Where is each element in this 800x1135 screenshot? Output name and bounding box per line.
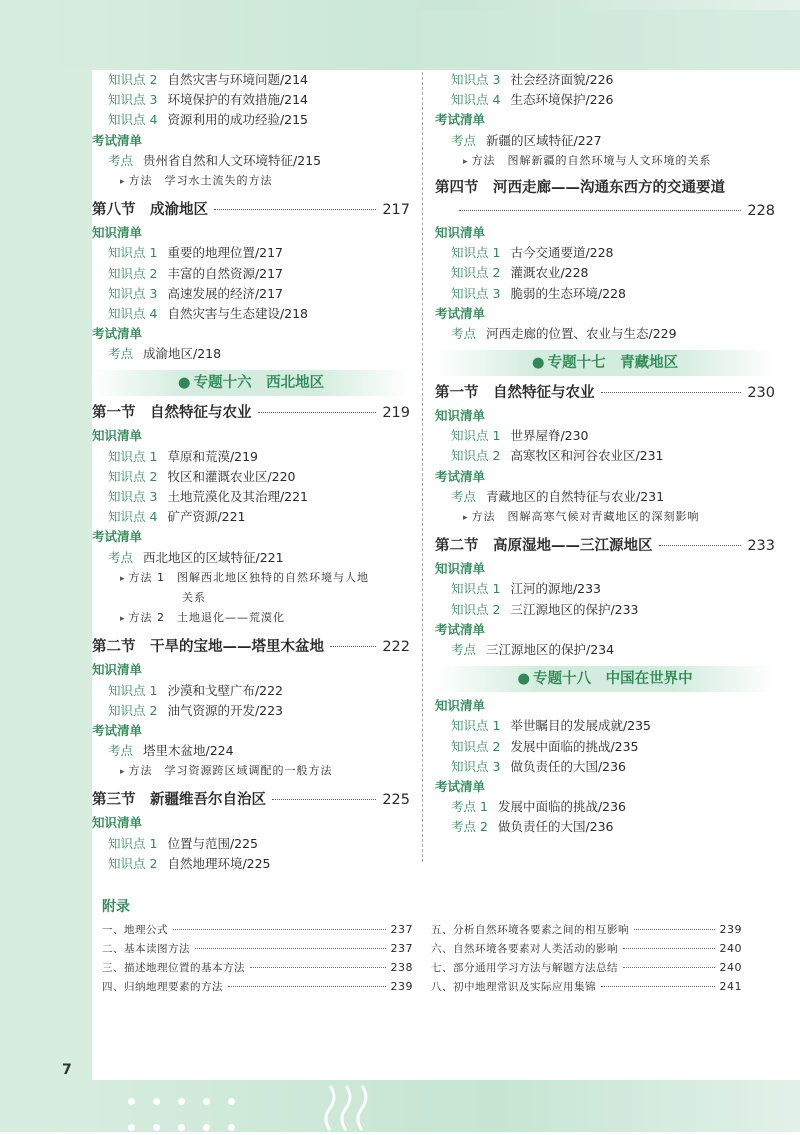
bullet-icon: ● bbox=[517, 671, 531, 688]
method-entry[interactable]: ▸ 方法 2 土地退化——荒漠化 bbox=[120, 611, 286, 625]
knowledge-list-heading: 知识清单 bbox=[92, 815, 143, 831]
footer-wave-decoration bbox=[320, 1084, 380, 1132]
arrow-icon: ▸ bbox=[120, 767, 126, 778]
toc-entry[interactable]: 考点 西北地区的区域特征/221 bbox=[108, 549, 284, 565]
toc-left-column bbox=[92, 70, 410, 874]
footer-dots-row-2 bbox=[128, 1116, 253, 1135]
knowledge-list-heading: 知识清单 bbox=[92, 662, 143, 678]
toc-entry[interactable]: 知识点 4 自然灾害与生态建设/218 bbox=[108, 305, 309, 321]
exam-list-heading: 考试清单 bbox=[435, 621, 486, 637]
exam-list-heading: 考试清单 bbox=[92, 132, 143, 148]
topic-banner[interactable]: ● 专题十七 青藏地区 bbox=[435, 350, 775, 376]
toc-entry[interactable]: 知识点 1 重要的地理位置/217 bbox=[108, 245, 284, 261]
toc-entry[interactable]: 知识点 4 生态环境保护/226 bbox=[451, 92, 614, 108]
method-entry-continued: 关系 bbox=[182, 590, 206, 604]
bullet-icon: ● bbox=[531, 355, 545, 372]
toc-entry[interactable]: 知识点 3 高速发展的经济/217 bbox=[108, 285, 284, 301]
toc-entry[interactable]: 知识点 4 矿产资源/221 bbox=[108, 509, 246, 525]
appendix-entry[interactable]: 七、部分通用学习方法与解题方法总结 240 bbox=[431, 961, 742, 974]
exam-list-heading: 考试清单 bbox=[92, 326, 143, 342]
knowledge-list-heading: 知识清单 bbox=[435, 698, 486, 714]
appendix-entry[interactable]: 八、初中地理常识及实际应用集锦 241 bbox=[431, 980, 742, 993]
arrow-icon: ▸ bbox=[463, 513, 469, 523]
appendix-right-column bbox=[431, 920, 742, 996]
section-heading[interactable]: 第二节 干旱的宝地——塔里木盆地 222 bbox=[92, 639, 410, 656]
toc-right-column bbox=[435, 70, 775, 837]
toc-entry[interactable]: 知识点 2 丰富的自然资源/217 bbox=[108, 265, 284, 281]
toc-entry[interactable]: 知识点 2 高寒牧区和河谷农业区/231 bbox=[451, 448, 664, 464]
exam-list-heading: 考试清单 bbox=[435, 468, 486, 484]
toc-entry[interactable]: 知识点 2 发展中面临的挑战/235 bbox=[451, 738, 639, 754]
toc-entry[interactable]: 知识点 3 社会经济面貌/226 bbox=[451, 72, 614, 87]
page-number: 7 bbox=[62, 1062, 72, 1078]
column-divider bbox=[422, 72, 423, 862]
toc-entry[interactable]: 知识点 2 牧区和灌溉农业区/220 bbox=[108, 468, 296, 484]
toc-entry[interactable]: 知识点 4 资源利用的成功经验/215 bbox=[108, 112, 309, 128]
method-entry[interactable]: ▸ 方法 图解新疆的自然环境与人文环境的关系 bbox=[463, 153, 712, 167]
toc-entry[interactable]: 知识点 3 做负责任的大国/236 bbox=[451, 758, 627, 774]
toc-entry[interactable]: 知识点 3 土地荒漠化及其治理/221 bbox=[108, 489, 309, 504]
toc-entry[interactable]: 考点 塔里木盆地/224 bbox=[108, 743, 234, 759]
section-heading[interactable]: 第四节 河西走廊——沟通东西方的交通要道 bbox=[435, 179, 725, 196]
toc-entry[interactable]: 知识点 1 位置与范围/225 bbox=[108, 835, 259, 851]
bullet-icon: ● bbox=[177, 375, 191, 392]
page-margin-left bbox=[0, 0, 92, 1132]
method-entry[interactable]: ▸ 方法 1 图解西北地区独特的自然环境与人地 bbox=[120, 570, 370, 584]
toc-entry[interactable]: 考点 成渝地区/218 bbox=[108, 346, 222, 362]
topic-banner[interactable]: ● 专题十六 西北地区 bbox=[92, 370, 410, 396]
arrow-icon: ▸ bbox=[120, 614, 126, 625]
appendix-entry[interactable]: 五、分析自然环境各要素之间的相互影响 239 bbox=[431, 923, 742, 936]
appendix-entry[interactable]: 六、自然环境各要素对人类活动的影响 240 bbox=[431, 942, 742, 955]
arrow-icon: ▸ bbox=[463, 156, 469, 167]
toc-entry[interactable]: 考点 2 做负责任的大国/236 bbox=[451, 819, 614, 835]
appendix-entry[interactable]: 四、归纳地理要素的方法 239 bbox=[102, 980, 413, 993]
toc-entry[interactable]: 知识点 1 江河的源地/233 bbox=[451, 581, 602, 597]
toc-entry[interactable]: 知识点 1 举世瞩目的发展成就/235 bbox=[451, 718, 652, 734]
footer-dots-row-1 bbox=[128, 1090, 253, 1109]
appendix bbox=[102, 896, 742, 996]
exam-list-heading: 考试清单 bbox=[92, 722, 143, 738]
toc-entry[interactable]: 知识点 3 环境保护的有效措施/214 bbox=[108, 92, 309, 108]
method-entry[interactable]: ▸ 方法 学习资源跨区域调配的一般方法 bbox=[120, 764, 333, 778]
toc-entry[interactable]: 知识点 1 草原和荒漠/219 bbox=[108, 448, 259, 464]
exam-list-heading: 考试清单 bbox=[92, 529, 143, 545]
knowledge-list-heading: 知识清单 bbox=[92, 428, 143, 444]
toc-entry[interactable]: 考点 贵州省自然和人文环境特征/215 bbox=[108, 152, 322, 168]
toc-entry[interactable]: 知识点 2 三江源地区的保护/233 bbox=[451, 601, 639, 617]
appendix-entry[interactable]: 三、描述地理位置的基本方法 238 bbox=[102, 961, 413, 974]
appendix-entry[interactable]: 二、基本读图方法 237 bbox=[102, 942, 413, 955]
section-heading[interactable]: 第三节 新疆维吾尔自治区 225 bbox=[92, 792, 410, 809]
section-heading[interactable]: 第八节 成渝地区 217 bbox=[92, 202, 410, 219]
toc-entry[interactable]: 知识点 1 古今交通要道/228 bbox=[451, 245, 614, 261]
toc-entry[interactable]: 知识点 3 脆弱的生态环境/228 bbox=[451, 285, 627, 301]
toc-entry[interactable]: 考点 三江源地区的保护/234 bbox=[451, 641, 615, 657]
appendix-title: 附录 bbox=[102, 899, 130, 915]
section-heading-leader: 228 bbox=[435, 199, 775, 223]
toc-entry[interactable]: 知识点 2 自然地理环境/225 bbox=[108, 855, 271, 871]
knowledge-list-heading: 知识清单 bbox=[92, 225, 143, 241]
toc-entry[interactable]: 知识点 2 自然灾害与环境问题/214 bbox=[108, 72, 309, 87]
method-entry[interactable]: ▸ 方法 图解高寒气候对青藏地区的深刻影响 bbox=[463, 510, 700, 523]
toc-entry[interactable]: 知识点 2 灌溉农业/228 bbox=[451, 265, 589, 281]
toc-entry[interactable]: 知识点 1 沙漠和戈壁广布/222 bbox=[108, 682, 284, 698]
exam-list-heading: 考试清单 bbox=[435, 305, 486, 321]
exam-list-heading: 考试清单 bbox=[435, 112, 486, 128]
section-heading[interactable]: 第一节 自然特征与农业 219 bbox=[92, 405, 410, 422]
page-header-band-overlay bbox=[420, 10, 800, 70]
exam-list-heading: 考试清单 bbox=[435, 778, 486, 794]
knowledge-list-heading: 知识清单 bbox=[435, 224, 486, 240]
appendix-left-column bbox=[102, 920, 413, 996]
toc-entry[interactable]: 考点 青藏地区的自然特征与农业/231 bbox=[451, 488, 665, 504]
section-heading[interactable]: 第一节 自然特征与农业 230 bbox=[435, 385, 775, 402]
toc-entry[interactable]: 考点 1 发展中面临的挑战/236 bbox=[451, 799, 627, 815]
arrow-icon: ▸ bbox=[120, 573, 126, 584]
method-entry[interactable]: ▸ 方法 学习水土流失的方法 bbox=[120, 173, 273, 187]
toc-entry[interactable]: 知识点 1 世界屋脊/230 bbox=[451, 428, 589, 444]
knowledge-list-heading: 知识清单 bbox=[435, 561, 486, 577]
appendix-entry[interactable]: 一、地理公式 237 bbox=[102, 923, 413, 936]
toc-entry[interactable]: 知识点 2 油气资源的开发/223 bbox=[108, 702, 284, 718]
topic-banner[interactable]: ● 专题十八 中国在世界中 bbox=[435, 666, 775, 692]
section-heading[interactable]: 第二节 高原湿地——三江源地区 233 bbox=[435, 538, 775, 555]
knowledge-list-heading: 知识清单 bbox=[435, 408, 486, 424]
toc-entry[interactable]: 考点 河西走廊的位置、农业与生态/229 bbox=[451, 325, 677, 341]
arrow-icon: ▸ bbox=[120, 176, 126, 187]
toc-entry[interactable]: 考点 新疆的区域特征/227 bbox=[451, 132, 602, 148]
